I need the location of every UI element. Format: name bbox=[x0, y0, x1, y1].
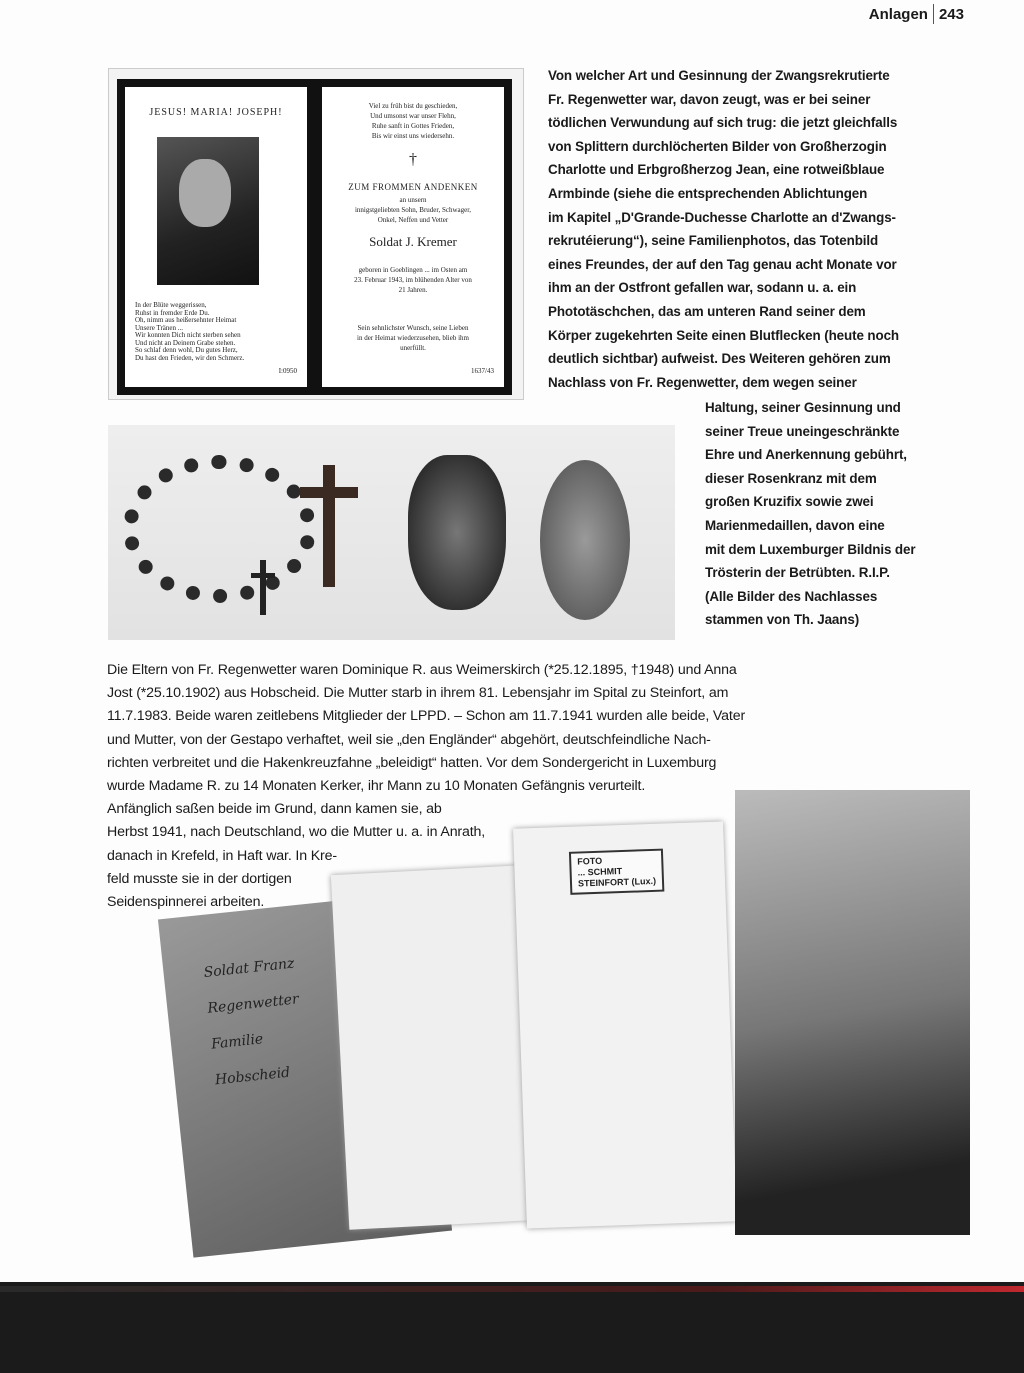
text-line: und Mutter, von der Gestapo verhaftet, weil sie „den Engländer“ abgehört, deutschfeindliche Nach- bbox=[107, 731, 711, 748]
stamp-line: STEINFORT (Lux.) bbox=[577, 875, 657, 889]
caption-line: großen Kruzifix sowie zwei bbox=[705, 494, 874, 510]
card-memorial: ZUM FROMMEN ANDENKEN bbox=[348, 182, 478, 192]
page-number: 243 bbox=[938, 5, 964, 23]
poem-line: In der Blüte weggerissen, bbox=[135, 301, 207, 309]
pouch-bloodstained-image bbox=[735, 790, 970, 1235]
card-number-right: 1637/43 bbox=[471, 367, 494, 375]
card-an-unsern: an unsern bbox=[399, 196, 427, 204]
text-line: Fr. Regenwetter war, davon zeugt, was er bei seiner bbox=[548, 91, 871, 107]
text-line: Phototäschchen, das am unteren Rand seiner dem bbox=[548, 304, 866, 319]
born-line: geboren in Goeblingen ... im Osten am bbox=[358, 266, 468, 274]
caption-line: (Alle Bilder des Nachlasses bbox=[705, 588, 878, 604]
id-card-line: Regenwetter bbox=[206, 991, 300, 1017]
text-line: Seidenspinnerei arbeiten. bbox=[107, 894, 265, 910]
rosary-and-medals-photo bbox=[108, 425, 675, 640]
id-card-line: Familie bbox=[210, 1031, 264, 1053]
documents-photo bbox=[150, 785, 980, 1255]
marian-medal-image bbox=[540, 460, 630, 620]
caption-line: stammen von Th. Jaans) bbox=[705, 612, 860, 628]
text-line: richten verbreitet und die Hakenkreuzfahne „beleidigt“ hatten. Vor dem Sondergericht in Luxemburg bbox=[107, 754, 717, 771]
stamp-line: ... SCHMIT bbox=[577, 866, 623, 878]
text-line: Jost (*25.10.1902) aus Hobscheid. Die Mutter starb in ihrem 81. Lebensjahr im Spital zu Steinfort, am bbox=[107, 685, 729, 702]
text-line: Armbinde (siehe die entsprechenden Ablichtungen bbox=[548, 186, 868, 201]
verse-line: Bis wir einst uns wiedersehn. bbox=[371, 132, 455, 140]
caption-line: Ehre und Anerkennung gebührt, bbox=[705, 447, 907, 463]
caption-line: seiner Treue uneingeschränkte bbox=[705, 423, 900, 439]
text-line: Von welcher Art und Gesinnung der Zwangsrekrutierte bbox=[548, 68, 890, 83]
id-card-line: Hobscheid bbox=[214, 1064, 291, 1089]
poem-line: Unsere Tränen ... bbox=[135, 323, 184, 332]
born-line: 21 Jahren. bbox=[398, 286, 428, 294]
caption-line: Marienmedaillen, davon eine bbox=[705, 518, 885, 533]
page-edge-shadow bbox=[0, 1282, 1024, 1373]
text-line: danach in Krefeld, in Haft war. In Kre- bbox=[107, 847, 337, 864]
text-line: eines Freundes, der auf den Tag genau acht Monate vor bbox=[548, 256, 897, 272]
text-line: deutlich sichtbar) aufweist. Des Weiteren gehören zum bbox=[548, 351, 891, 367]
text-line: feld musste sie in der dortigen bbox=[107, 870, 292, 887]
text-line: Körper zugekehrten Seite einen Blutflecken (heute noch bbox=[548, 327, 900, 343]
card-title: JESUS! MARIA! JOSEPH! bbox=[149, 107, 283, 118]
large-crucifix-image bbox=[323, 465, 335, 587]
card-born bbox=[322, 265, 504, 295]
pouch-left-image bbox=[331, 865, 539, 1229]
poem-line: Oh, nimm aus heißersehnter Heimat bbox=[135, 316, 237, 324]
text-line: im Kapitel „D'Grande-Duchesse Charlotte an d'Zwangs- bbox=[548, 209, 896, 225]
card-closing bbox=[322, 323, 504, 353]
verse-line: Viel zu früh bist du geschieden, bbox=[368, 102, 458, 110]
text-line: Anfänglich saßen beide im Grund, dann kamen sie, ab bbox=[107, 801, 442, 818]
soldier-portrait bbox=[157, 137, 259, 285]
poem-line: Du hast den Frieden, wir den Schmerz. bbox=[135, 353, 245, 362]
caption-line: dieser Rosenkranz mit dem bbox=[705, 470, 877, 486]
stamp-line: FOTO bbox=[577, 855, 603, 867]
page-header bbox=[869, 4, 964, 24]
luxembourg-medal-image bbox=[408, 455, 506, 610]
header-divider bbox=[933, 4, 934, 24]
card-relations bbox=[322, 205, 504, 225]
closing-line: in der Heimat wiederzusehen, blieb ihm bbox=[357, 334, 469, 342]
caption-line: Trösterin der Betrübten. R.I.P. bbox=[705, 565, 890, 581]
text-line: 11.7.1983. Beide waren zeitlebens Mitglieder der LPPD. – Schon am 11.7.1941 wurden alle beide, Vater bbox=[107, 708, 746, 725]
poem-line: Und nicht an Deinem Grabe stehen. bbox=[135, 338, 236, 347]
text-line: ihm an der Ostfront gefallen war, sodann u. a. ein bbox=[548, 280, 857, 296]
closing-line: unerfüllt. bbox=[400, 344, 426, 352]
rosary-image bbox=[123, 455, 316, 603]
poem-line: Ruhst in fremder Erde Du. bbox=[135, 308, 210, 317]
death-card-left-panel bbox=[117, 79, 315, 395]
text-line: Herbst 1941, nach Deutschland, wo die Mutter u. a. in Anrath, bbox=[107, 824, 486, 841]
verse-line: Ruhe sanft in Gottes Frieden, bbox=[371, 122, 455, 130]
verse-line: Und umsonst war unser Flehn, bbox=[370, 112, 456, 120]
card-poem bbox=[135, 302, 244, 362]
text-line: rekrutéierung“), seine Familienphotos, das Totenbild bbox=[548, 233, 879, 249]
text-line: Die Eltern von Fr. Regenwetter waren Dominique R. aus Weimerskirch (*25.12.1895, †1948) und Anna bbox=[107, 662, 737, 678]
card-number-left: I:0950 bbox=[278, 367, 297, 375]
pouch-stamped-image bbox=[513, 821, 737, 1228]
relations-line: innigstgeliebten Sohn, Bruder, Schwager, bbox=[354, 206, 472, 214]
card-verse bbox=[322, 101, 504, 141]
book-edge-strip bbox=[0, 1286, 1024, 1292]
photographer-stamp bbox=[569, 849, 664, 895]
closing-line: Sein sehnlichster Wunsch, seine Lieben bbox=[357, 324, 469, 332]
caption-line: Haltung, seiner Gesinnung und bbox=[705, 400, 901, 415]
poem-line: So schlaf denn wohl, Du gutes Herz, bbox=[135, 346, 238, 354]
cross-icon: † bbox=[409, 151, 417, 168]
born-line: 23. Februar 1943, im blühenden Alter von bbox=[354, 276, 472, 284]
section-title: Anlagen bbox=[868, 5, 928, 23]
id-card-line: Soldat Franz bbox=[202, 955, 296, 981]
death-card-right-panel bbox=[314, 79, 512, 395]
relations-line: Onkel, Neffen und Vetter bbox=[377, 216, 449, 224]
card-name: Soldat J. Kremer bbox=[369, 234, 457, 249]
poem-line: Wir konnten Dich nicht sterben sehen bbox=[135, 331, 241, 339]
text-line: Nachlass von Fr. Regenwetter, dem wegen seiner bbox=[548, 374, 857, 390]
text-line: von Splittern durchlöcherten Bilder von Großherzogin bbox=[548, 138, 887, 154]
caption-line: mit dem Luxemburger Bildnis der bbox=[705, 541, 916, 557]
death-card-image bbox=[108, 68, 524, 400]
text-line: Charlotte und Erbgroßherzog Jean, eine rotweißblaue bbox=[548, 162, 885, 178]
text-line: wurde Madame R. zu 14 Monaten Kerker, ihr Mann zu 10 Monaten Gefängnis verurteilt. bbox=[107, 778, 646, 794]
small-crucifix-image bbox=[260, 560, 266, 615]
text-line: tödlichen Verwundung auf sich trug: die jetzt gleichfalls bbox=[548, 115, 898, 131]
